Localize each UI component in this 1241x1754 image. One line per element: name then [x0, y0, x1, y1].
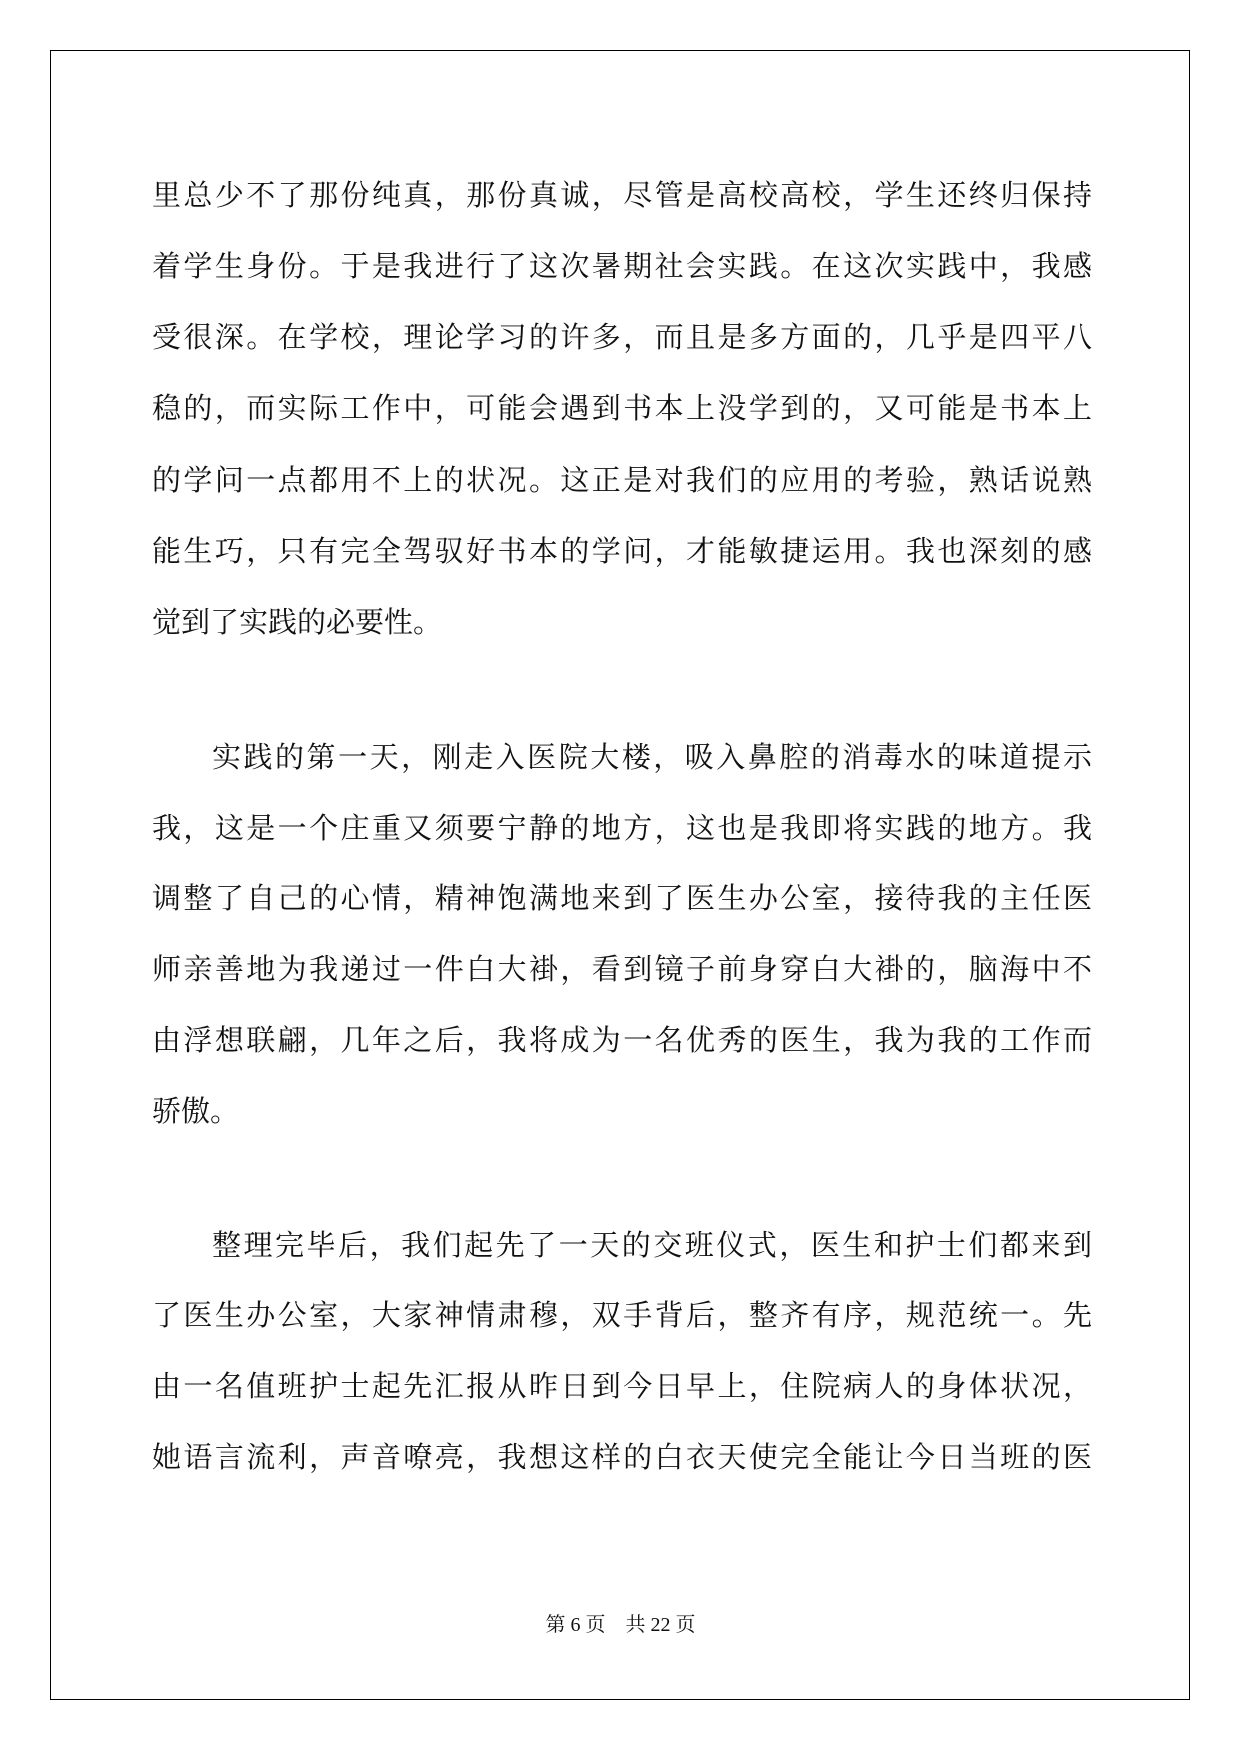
text-line: 调整了自己的心情，精神饱满地来到了医生办公室，接待我的主任医 — [152, 881, 1092, 915]
text-line: 她语言流利，声音嘹亮，我想这样的白衣天使完全能让今日当班的医 — [152, 1440, 1092, 1474]
text-line: 由浮想联翩，几年之后，我将成为一名优秀的医生，我为我的工作而 — [152, 1023, 1092, 1057]
text-line: 觉到了实践的必要性。 — [152, 605, 443, 639]
paragraph-first-line: 整理完毕后，我们起先了一天的交班仪式，医生和护士们都来到 — [212, 1228, 1092, 1262]
page-number: 第 6 页 共 22 页 — [545, 1614, 696, 1636]
text-line: 稳的，而实际工作中，可能会遇到书本上没学到的，又可能是书本上 — [152, 391, 1092, 425]
text-line: 里总少不了那份纯真，那份真诚，尽管是高校高校，学生还终归保持 — [152, 178, 1092, 212]
text-line: 的学问一点都用不上的状况。这正是对我们的应用的考验，熟话说熟 — [152, 463, 1092, 497]
text-line: 了医生办公室，大家神情肃穆，双手背后，整齐有序，规范统一。先 — [152, 1298, 1092, 1332]
text-line: 我，这是一个庄重又须要宁静的地方，这也是我即将实践的地方。我 — [152, 811, 1092, 845]
text-line: 师亲善地为我递过一件白大褂，看到镜子前身穿白大褂的，脑海中不 — [152, 952, 1092, 986]
text-line: 受很深。在学校，理论学习的许多，而且是多方面的，几乎是四平八 — [152, 320, 1092, 354]
text-line: 着学生身份。于是我进行了这次暑期社会实践。在这次实践中，我感 — [152, 249, 1092, 283]
paragraph-first-line: 实践的第一天，刚走入医院大楼，吸入鼻腔的消毒水的味道提示 — [212, 740, 1092, 774]
text-line: 能生巧，只有完全驾驭好书本的学问，才能敏捷运用。我也深刻的感 — [152, 534, 1092, 568]
text-line: 由一名值班护士起先汇报从昨日到今日早上，住院病人的身体状况， — [152, 1369, 1092, 1403]
text-line: 骄傲。 — [152, 1094, 240, 1128]
